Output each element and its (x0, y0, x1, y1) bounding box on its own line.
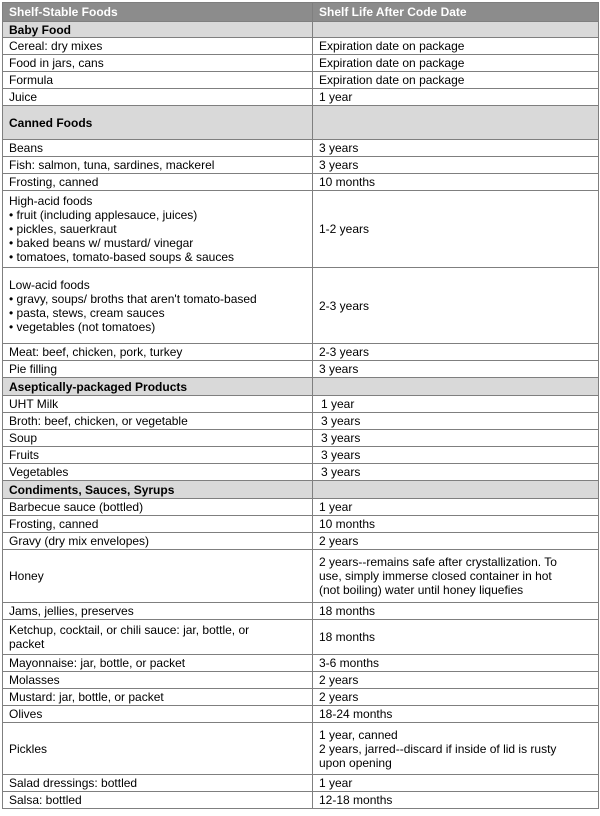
table-body (3, 22, 599, 809)
food-text: Barbecue sauce (bottled) (9, 500, 144, 514)
shelf-life-cell (313, 603, 599, 620)
table-row (3, 89, 599, 106)
shelf-life-cell (313, 140, 599, 157)
shelf-life-text: 2 years (319, 690, 359, 704)
table-row (3, 413, 599, 430)
table-row (3, 396, 599, 413)
table-row (3, 723, 599, 775)
table-row (3, 603, 599, 620)
food-text: Ketchup, cocktail, or chili sauce: jar, bottle, or (9, 623, 250, 637)
shelf-life-cell (313, 464, 599, 481)
food-text: Formula (9, 73, 54, 87)
food-text: Fish: salmon, tuna, sardines, mackerel (9, 158, 215, 172)
shelf-life-cell (313, 361, 599, 378)
shelf-life-cell (313, 396, 599, 413)
food-cell (3, 89, 313, 106)
shelf-life-text: 12-18 months (319, 793, 393, 807)
food-cell (3, 191, 313, 268)
shelf-life-cell (313, 689, 599, 706)
shelf-life-text: 3 years (321, 448, 361, 462)
food-cell (3, 361, 313, 378)
shelf-life-cell (313, 792, 599, 809)
table-row (3, 38, 599, 55)
table-row (3, 140, 599, 157)
table-row (3, 533, 599, 550)
food-text: Beans (9, 141, 44, 155)
food-text: • vegetables (not tomatoes) (9, 319, 156, 334)
table-row (3, 499, 599, 516)
table-row (3, 689, 599, 706)
food-text: Mustard: jar, bottle, or packet (9, 690, 164, 704)
shelf-life-text: 1 year, canned (319, 727, 398, 742)
shelf-life-text: 1 year (319, 500, 353, 514)
header-food: Shelf-Stable Foods (3, 3, 313, 22)
table-header-row (3, 3, 599, 22)
shelf-life-text: 3 years (319, 158, 359, 172)
shelf-life-text: 10 months (319, 517, 376, 531)
shelf-life-cell (313, 706, 599, 723)
food-text: Vegetables (9, 465, 69, 479)
shelf-life-text: 3-6 months (319, 656, 380, 670)
section-empty-cell (313, 106, 599, 140)
food-text: Cereal: dry mixes (9, 39, 103, 53)
food-text: Frosting, canned (9, 517, 99, 531)
food-cell (3, 157, 313, 174)
food-text: Juice (9, 90, 38, 104)
food-cell (3, 55, 313, 72)
shelf-life-text: 2 years (319, 534, 359, 548)
food-text: Olives (9, 707, 43, 721)
shelf-life-cell (313, 499, 599, 516)
food-text: Broth: beef, chicken, or vegetable (9, 414, 188, 428)
food-cell (3, 689, 313, 706)
food-cell (3, 174, 313, 191)
shelf-life-cell (313, 620, 599, 655)
shelf-life-text: 3 years (319, 141, 359, 155)
table-row (3, 464, 599, 481)
shelf-life-text: 3 years (321, 431, 361, 445)
shelf-life-text: 1 year (319, 776, 353, 790)
shelf-life-text: 1 year (321, 397, 355, 411)
shelf-life-text: upon opening (319, 755, 392, 770)
section-empty-cell (313, 481, 599, 499)
shelf-life-cell (313, 89, 599, 106)
food-cell (3, 413, 313, 430)
section-title: Condiments, Sauces, Syrups (3, 481, 313, 499)
shelf-life-cell (313, 447, 599, 464)
shelf-life-cell (313, 655, 599, 672)
table-row (3, 550, 599, 603)
food-cell (3, 792, 313, 809)
table-row (3, 268, 599, 344)
section-row (3, 378, 599, 396)
table-row (3, 72, 599, 89)
food-cell (3, 268, 313, 344)
food-text: Meat: beef, chicken, pork, turkey (9, 345, 183, 359)
food-cell (3, 620, 313, 655)
shelf-life-text: 18 months (319, 630, 376, 644)
food-cell (3, 672, 313, 689)
food-cell (3, 533, 313, 550)
section-row (3, 481, 599, 499)
food-cell (3, 430, 313, 447)
table-row (3, 344, 599, 361)
food-cell (3, 140, 313, 157)
shelf-life-cell (313, 516, 599, 533)
shelf-life-text: 2-3 years (319, 345, 370, 359)
section-row (3, 22, 599, 38)
section-row (3, 106, 599, 140)
shelf-life-text: 1-2 years (319, 222, 370, 236)
food-text: UHT Milk (9, 397, 59, 411)
section-title: Canned Foods (3, 106, 313, 140)
table-row (3, 672, 599, 689)
food-text: Frosting, canned (9, 175, 99, 189)
table-row (3, 191, 599, 268)
food-text: • tomatoes, tomato-based soups & sauces (9, 250, 234, 264)
table-row (3, 620, 599, 655)
shelf-life-cell (313, 413, 599, 430)
food-text: Mayonnaise: jar, bottle, or packet (9, 656, 186, 670)
food-text: High-acid foods (9, 194, 93, 208)
table-row (3, 157, 599, 174)
food-text: Molasses (9, 673, 60, 687)
section-empty-cell (313, 378, 599, 396)
food-text: • pasta, stews, cream sauces (9, 305, 165, 320)
shelf-life-cell (313, 157, 599, 174)
shelf-life-cell (313, 191, 599, 268)
shelf-life-cell (313, 672, 599, 689)
food-cell (3, 603, 313, 620)
food-cell (3, 396, 313, 413)
shelf-life-text: 18-24 months (319, 707, 393, 721)
food-text: Salad dressings: bottled (9, 776, 138, 790)
section-empty-cell (313, 22, 599, 38)
shelf-life-text: 3 years (321, 414, 361, 428)
shelf-life-text: 2 years--remains safe after crystallization. To (319, 555, 557, 569)
shelf-life-cell (313, 550, 599, 603)
shelf-life-text: 1 year (319, 90, 353, 104)
shelf-life-text: 3 years (319, 362, 359, 376)
food-text: Soup (9, 431, 38, 445)
food-text: Jams, jellies, preserves (9, 604, 134, 618)
table-row (3, 706, 599, 723)
table-row (3, 430, 599, 447)
food-cell (3, 775, 313, 792)
shelf-life-text: 18 months (319, 604, 376, 618)
food-text: Pickles (9, 741, 48, 756)
shelf-life-cell (313, 72, 599, 89)
shelf-life-cell (313, 723, 599, 775)
food-cell (3, 655, 313, 672)
shelf-life-cell (313, 268, 599, 344)
food-text: • fruit (including applesauce, juices) (9, 208, 198, 222)
header-shelf-life: Shelf Life After Code Date (313, 3, 599, 22)
shelf-life-text: Expiration date on package (319, 56, 465, 70)
food-text: Salsa: bottled (9, 793, 82, 807)
food-cell (3, 550, 313, 603)
shelf-life-text: 10 months (319, 175, 376, 189)
food-cell (3, 72, 313, 89)
shelf-life-cell (313, 344, 599, 361)
food-text: • gravy, soups/ broths that aren't tomato-based (9, 291, 257, 306)
shelf-life-cell (313, 775, 599, 792)
food-text: Fruits (9, 448, 39, 462)
shelf-life-text: 2 years, jarred--discard if inside of lid is rusty (319, 741, 557, 756)
table-row (3, 55, 599, 72)
food-cell (3, 464, 313, 481)
food-cell (3, 499, 313, 516)
shelf-life-text: 2 years (319, 673, 359, 687)
food-cell (3, 706, 313, 723)
shelf-life-cell (313, 38, 599, 55)
shelf-life-cell (313, 533, 599, 550)
table-row (3, 655, 599, 672)
shelf-life-cell (313, 430, 599, 447)
food-text: Low-acid foods (9, 277, 90, 292)
section-title: Baby Food (3, 22, 313, 38)
food-cell (3, 344, 313, 361)
food-text: Gravy (dry mix envelopes) (9, 534, 150, 548)
food-text: • baked beans w/ mustard/ vinegar (9, 236, 194, 250)
shelf-life-table (2, 2, 599, 809)
shelf-life-text: (not boiling) water until honey liquefies (319, 583, 524, 597)
food-cell (3, 447, 313, 464)
shelf-life-text: Expiration date on package (319, 39, 465, 53)
table-row (3, 775, 599, 792)
shelf-life-text: use, simply immerse closed container in hot (319, 569, 552, 583)
food-text: Pie filling (9, 362, 58, 376)
table-row (3, 174, 599, 191)
food-cell (3, 516, 313, 533)
food-text: Honey (9, 569, 44, 583)
table-row (3, 792, 599, 809)
food-text: packet (9, 637, 45, 651)
shelf-life-text: Expiration date on package (319, 73, 465, 87)
food-text: • pickles, sauerkraut (9, 222, 117, 236)
food-text: Food in jars, cans (9, 56, 104, 70)
table-row (3, 447, 599, 464)
food-cell (3, 723, 313, 775)
table-row (3, 361, 599, 378)
table-row (3, 516, 599, 533)
shelf-life-text: 2-3 years (319, 298, 370, 313)
shelf-life-cell (313, 174, 599, 191)
shelf-life-cell (313, 55, 599, 72)
food-cell (3, 38, 313, 55)
section-title: Aseptically-packaged Products (3, 378, 313, 396)
shelf-life-text: 3 years (321, 465, 361, 479)
